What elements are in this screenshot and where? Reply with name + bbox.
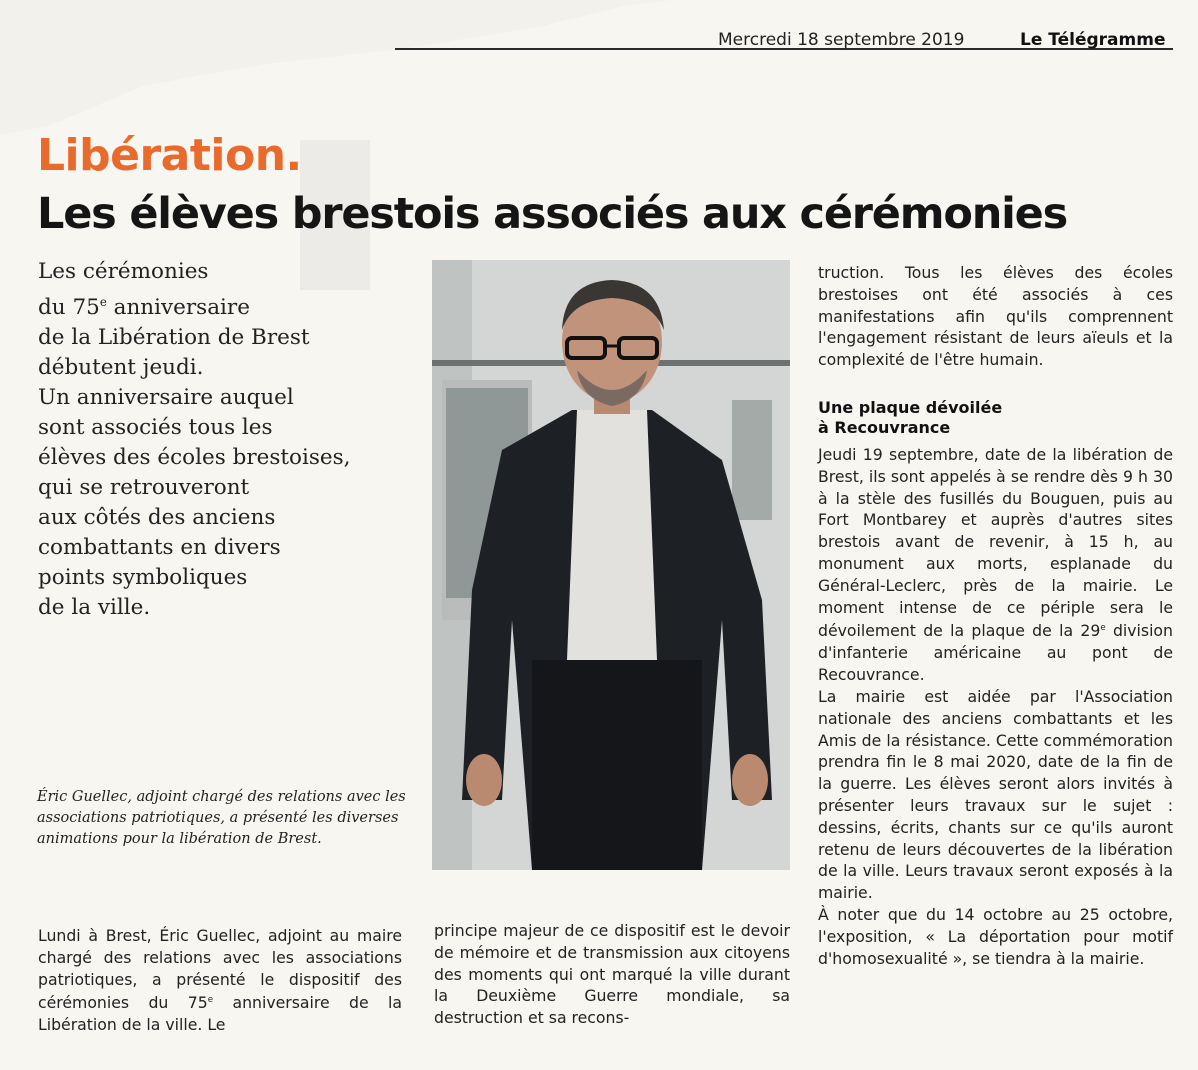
publication-name: Le Télégramme xyxy=(1020,30,1166,50)
lead-line: du 75e anniversaire xyxy=(38,295,250,321)
lead-line: Les cérémonies xyxy=(38,259,209,284)
article-photo xyxy=(432,260,790,870)
lead-line: sont associés tous les xyxy=(38,415,273,441)
paragraph: À noter que du 14 octobre au 25 octobre, l'exposition, « La déportation pour motif d'homosexualité », se tiendra à la mairie. xyxy=(818,904,1173,968)
article-column-1: Lundi à Brest, Éric Guellec, adjoint au maire chargé des relations avec les associations patriotiques, a présenté le dispositif des cérémonies du 75e anniversaire de la Libération de la ville. Le xyxy=(38,926,403,1035)
paragraph: Jeudi 19 septembre, date de la libération de Brest, ils sont appelés à se rendre dès 9 h 30 à la stèle des fusillés du Bouguen, puis au Fort Montbarey et auprès d'autres sites brestois avant de revenir, à 15 h, au monument aux morts, esplanade du Général-Leclerc, près de la mairie. Le moment intense de ce périple sera le dévoilement de la plaque de la 29e division d'infanterie américaine au pont de Recouvrance. xyxy=(818,445,1173,685)
issue-date: Mercredi 18 septembre 2019 xyxy=(718,30,965,50)
lead-line: élèves des écoles brestoises, xyxy=(38,445,351,471)
lead-line: qui se retrouveront xyxy=(38,475,250,501)
lead-line: Un anniversaire auquel xyxy=(38,385,294,411)
lead-line: débutent jeudi. xyxy=(38,355,204,381)
article-subheading: Une plaque dévoilée à Recouvrance xyxy=(818,398,1003,437)
lead-line: combattants en divers xyxy=(38,535,281,561)
lead-line: de la Libération de Brest xyxy=(38,325,310,351)
article-column-3-top: truction. Tous les élèves des écoles brestoises ont été associés à ces manifestations afin qu'ils comprennent l'engagement résistant de leurs aïeuls et la complexité de l'être humain. xyxy=(818,263,1173,370)
paragraph: La mairie est aidée par l'Association nationale des anciens combattants et les Amis de la résistance. Cette commémoration prendra fin le 8 mai 2020, date de la fin de la guerre. Les élèves seront alors invités à présenter leurs travaux sur le sujet : dessins, écrits, chants sur ce qu'ils auront retenu de leurs découvertes de la libération de la ville. Leurs travaux seront exposés à la mairie. xyxy=(818,687,1173,903)
lead-line: de la ville. xyxy=(38,595,151,621)
article-kicker: Libération. xyxy=(37,130,302,181)
article-column-3-body xyxy=(818,444,1173,969)
lead-line: aux côtés des anciens xyxy=(38,505,276,531)
article-lead xyxy=(38,257,408,623)
man-portrait-illustration xyxy=(432,260,790,870)
lead-line: points symboliques xyxy=(38,565,248,591)
article-headline: Les élèves brestois associés aux cérémonies xyxy=(37,189,1068,239)
article-column-2: principe majeur de ce dispositif est le devoir de mémoire et de transmission aux citoyens des moments qui ont marqué la ville durant la Deuxième Guerre mondiale, sa destruction et sa recons- xyxy=(434,921,790,1028)
photo-caption: Éric Guellec, adjoint chargé des relations avec les associations patriotiques, a présenté les diverses animations pour la libération de Brest. xyxy=(37,789,406,847)
